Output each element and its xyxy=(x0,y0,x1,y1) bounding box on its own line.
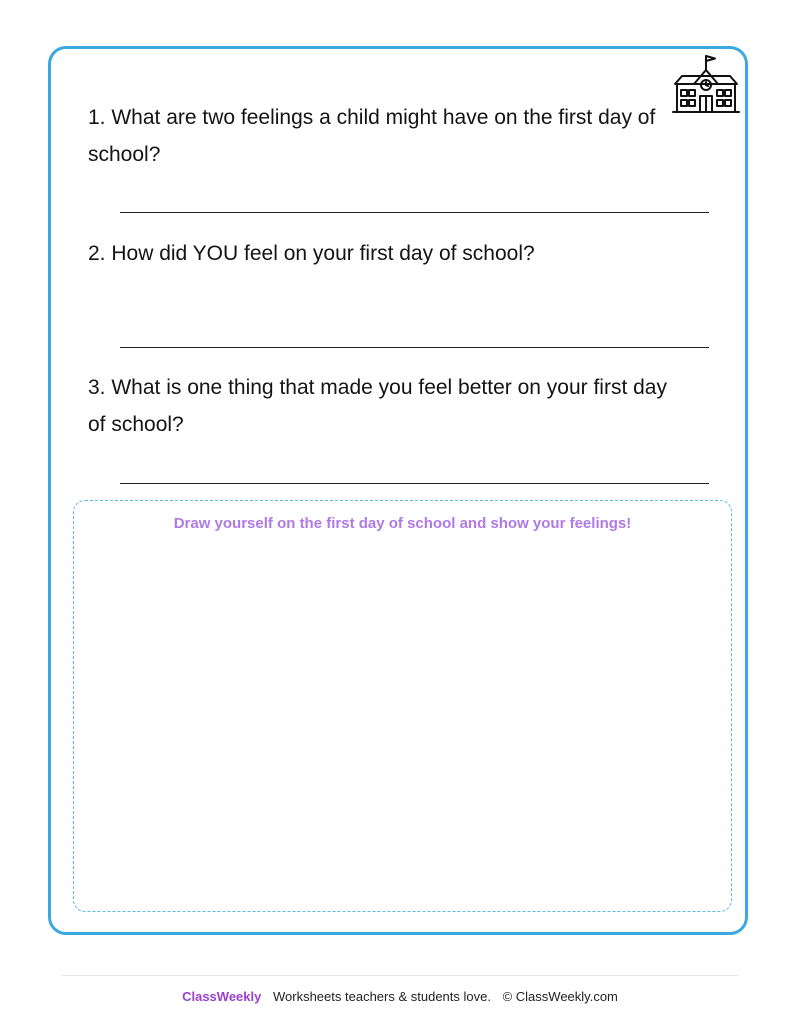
answer-line-1[interactable] xyxy=(120,212,709,213)
drawing-area[interactable] xyxy=(73,500,732,912)
footer-copyright: © ClassWeekly.com xyxy=(502,989,618,1004)
drawing-prompt: Draw yourself on the first day of school and show your feelings! xyxy=(173,515,632,532)
question-1: 1. What are two feelings a child might have on the first day of school? xyxy=(88,106,656,166)
footer xyxy=(0,989,800,1004)
footer-divider xyxy=(62,975,738,976)
footer-brand: ClassWeekly xyxy=(182,989,262,1004)
footer-tagline: Worksheets teachers & students love. xyxy=(272,989,491,1004)
answer-line-3[interactable] xyxy=(120,483,709,484)
answer-line-2[interactable] xyxy=(120,347,709,348)
question-3: 3. What is one thing that made you feel better on your first day of school? xyxy=(88,376,667,436)
question-2: 2. How did YOU feel on your first day of school? xyxy=(88,242,535,265)
